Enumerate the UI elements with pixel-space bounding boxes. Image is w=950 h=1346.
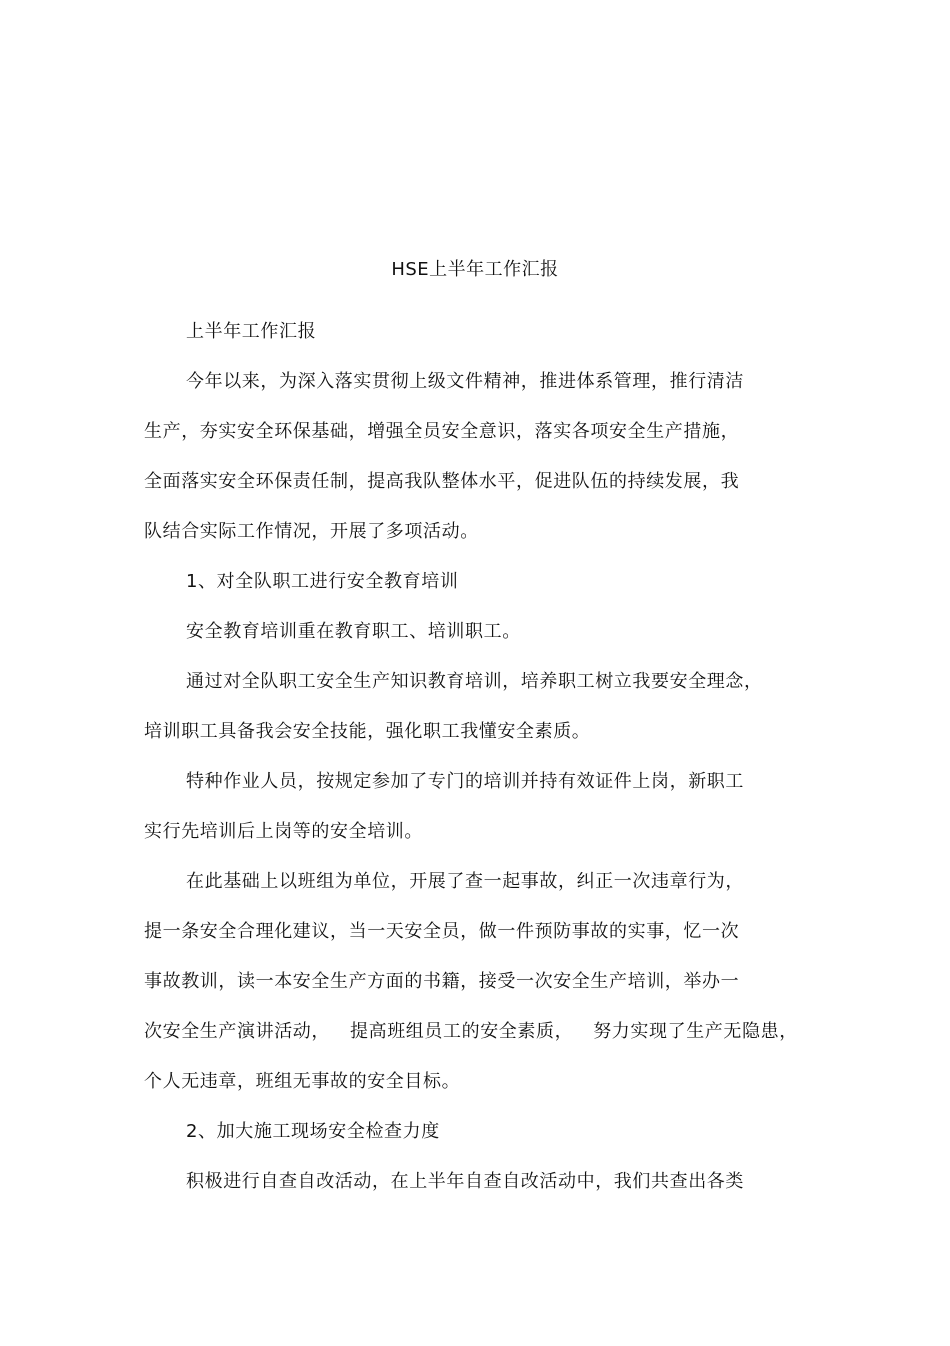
line-segment: 努力实现了生产无隐患， <box>593 1021 798 1042</box>
section-heading: 2、加大施工现场安全检查力度 <box>186 1121 440 1142</box>
paragraph-line: 在此基础上以班组为单位，开展了查一起事故，纠正一次违章行为， <box>186 871 744 892</box>
line-segment: 次安全生产演讲活动， <box>144 1021 330 1042</box>
paragraph-line: 队结合实际工作情况，开展了多项活动。 <box>144 521 479 542</box>
paragraph-line: 个人无违章，班组无事故的安全目标。 <box>144 1071 461 1092</box>
line-segment: 提高班组员工的安全素质， <box>350 1021 574 1042</box>
paragraph-line: 全面落实安全环保责任制，提高我队整体水平，促进队伍的持续发展，我 <box>144 471 740 492</box>
paragraph-line <box>144 1020 798 1044</box>
paragraph-line: 通过对全队职工安全生产知识教育培训，培养职工树立我要安全理念， <box>186 671 763 692</box>
section-heading: 上半年工作汇报 <box>186 321 317 342</box>
paragraph-line: 今年以来，为深入落实贯彻上级文件精神，推进体系管理，推行清洁 <box>186 371 744 392</box>
paragraph-line: 培训职工具备我会安全技能，强化职工我懂安全素质。 <box>144 721 591 742</box>
paragraph-line: 积极进行自查自改活动，在上半年自查自改活动中，我们共查出各类 <box>186 1171 744 1192</box>
paragraph-line: 提一条安全合理化建议，当一天安全员，做一件预防事故的实事，忆一次 <box>144 921 740 942</box>
paragraph-line: 生产，夯实安全环保基础，增强全员安全意识，落实各项安全生产措施， <box>144 421 740 442</box>
section-heading: 1、对全队职工进行安全教育培训 <box>186 571 459 592</box>
paragraph-line: 实行先培训后上岗等的安全培训。 <box>144 821 423 842</box>
paragraph-line: 特种作业人员，按规定参加了专门的培训并持有效证件上岗，新职工 <box>186 771 744 792</box>
paragraph-line: 安全教育培训重在教育职工、培训职工。 <box>186 621 521 642</box>
document-title: HSE上半年工作汇报 <box>391 259 559 280</box>
paragraph-line: 事故教训，读一本安全生产方面的书籍，接受一次安全生产培训，举办一 <box>144 971 740 992</box>
